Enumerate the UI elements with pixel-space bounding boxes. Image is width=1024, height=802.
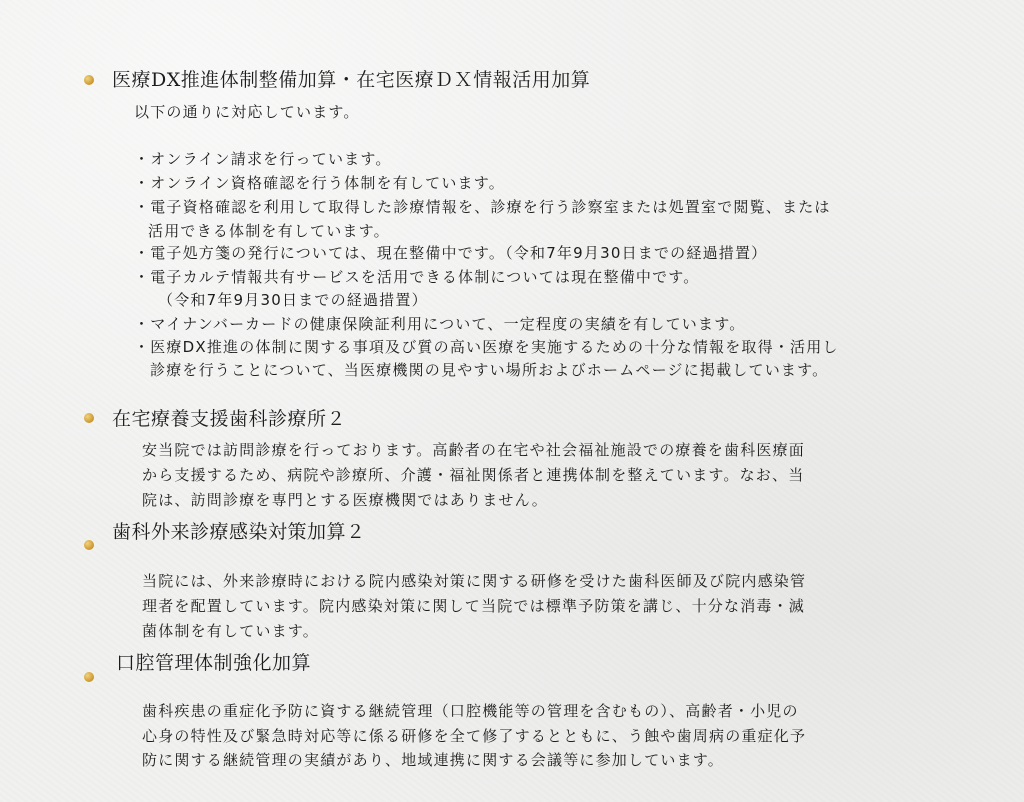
section-title-home-care-dental: 在宅療養支援歯科診療所２	[112, 408, 347, 430]
section-text-line: 安当院では訪問診療を行っております。高齢者の在宅や社会福祉施設での療養を歯科医療面	[142, 441, 806, 459]
bullet-dot-icon	[84, 540, 94, 550]
bullet-dot-icon	[84, 672, 94, 682]
section-text-line: ・オンライン資格確認を行う体制を有しています。	[134, 174, 505, 192]
section-title-oral-management: 口腔管理体制強化加算	[116, 652, 312, 674]
section-text-line: 防に関する継続管理の実績があり、地域連携に関する会議等に参加しています。	[142, 751, 725, 769]
section-text-line: （令和7年9月30日までの経過措置）	[158, 291, 428, 309]
section-text-line: 以下の通りに対応しています。	[134, 103, 360, 121]
section-text-line: ・電子処方箋の発行については、現在整備中です。（令和7年9月30日までの経過措置）	[134, 244, 768, 262]
section-text-line: ・電子カルテ情報共有サービスを活用できる体制については現在整備中です。	[134, 268, 700, 286]
section-text-line: 診療を行うことについて、当医療機関の見やすい場所およびホームページに掲載しています。	[150, 361, 829, 379]
section-text-line: 歯科疾患の重症化予防に資する継続管理（口腔機能等の管理を含むもの）、高齢者・小児の	[142, 702, 799, 720]
section-text-line: ・電子資格確認を利用して取得した診療情報を、診療を行う診察室または処置室で閲覧、または	[134, 198, 831, 216]
section-text-line: ・医療DX推進の体制に関する事項及び質の高い医療を実施するための十分な情報を取得・活用し	[134, 338, 839, 356]
section-text-line: から支援するため、病院や診療所、介護・福祉関係者と連携体制を整えています。なお、当	[142, 466, 805, 484]
bullet-dot-icon	[84, 413, 94, 423]
section-text-line: 院は、訪問診療を専門とする医療機関ではありません。	[142, 491, 548, 509]
section-text-line: 活用できる体制を有しています。	[148, 222, 390, 240]
section-text-line: ・オンライン請求を行っています。	[134, 150, 392, 168]
section-text-line: 心身の特性及び緊急時対応等に係る研修を全て修了するとともに、う蝕や歯周病の重症化予	[142, 727, 807, 745]
section-title-infection-control: 歯科外来診療感染対策加算２	[112, 521, 366, 543]
section-title-medical-dx: 医療DX推進体制整備加算・在宅医療ＤＸ情報活用加算	[112, 69, 591, 91]
section-text-line: 菌体制を有しています。	[142, 622, 320, 640]
bullet-dot-icon	[84, 75, 94, 85]
section-text-line: ・マイナンバーカードの健康保険証利用について、一定程度の実績を有しています。	[134, 315, 746, 333]
section-text-line: 当院には、外来診療時における院内感染対策に関する研修を受けた歯科医師及び院内感染管	[142, 572, 807, 590]
section-text-line: 理者を配置しています。院内感染対策に関して当院では標準予防策を講じ、十分な消毒・滅	[142, 597, 806, 615]
